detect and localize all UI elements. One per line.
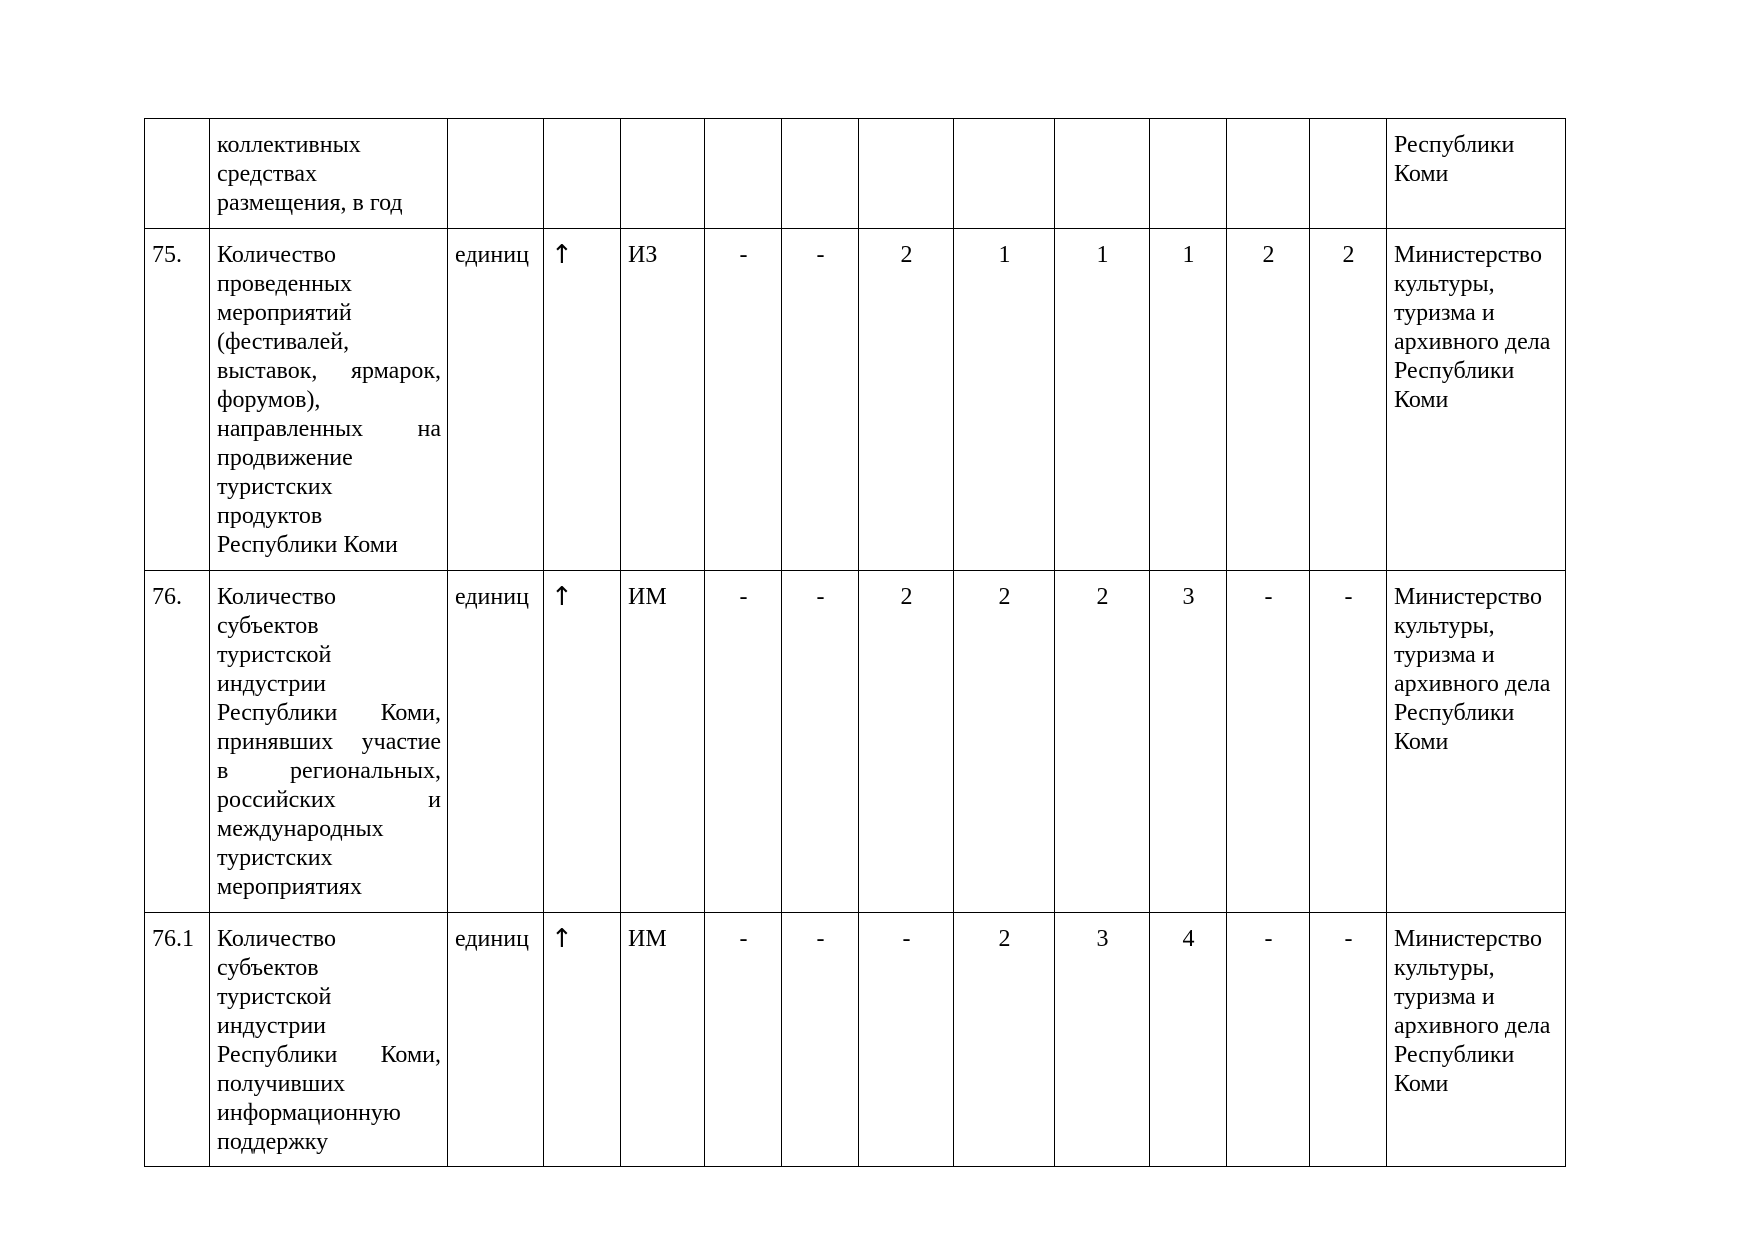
- arrow-up-icon: ↑: [551, 582, 573, 612]
- indicator-name-line: российских и: [217, 787, 441, 813]
- indicator-name-line: субъектов: [217, 613, 319, 639]
- responsible-line: архивного дела: [1394, 329, 1551, 355]
- indicator-type: ИЗ: [621, 229, 705, 571]
- row-number: 76.1: [145, 913, 210, 1167]
- indicator-name-line: Количество: [217, 242, 336, 268]
- value-v4: [954, 119, 1055, 229]
- arrow-up-icon: ↑: [551, 924, 573, 954]
- value-v4: 2: [954, 913, 1055, 1167]
- indicator-name-line: индустрии: [217, 671, 327, 697]
- indicator-name-line: поддержку: [217, 1129, 329, 1155]
- table-body: [145, 119, 1566, 1167]
- indicator-name-line: мероприятиях: [217, 874, 362, 900]
- responsible-line: культуры,: [1394, 955, 1495, 981]
- direction-cell: [544, 913, 621, 1167]
- responsible-line: Коми: [1394, 161, 1449, 187]
- indicator-name: [210, 119, 448, 229]
- value-v8: -: [1310, 571, 1387, 913]
- indicator-name-line: Республики Коми,: [217, 1042, 441, 1068]
- value-v7: 2: [1227, 229, 1310, 571]
- responsible-line: Министерство: [1394, 242, 1542, 268]
- indicator-name-line: продвижение: [217, 445, 353, 471]
- responsible-line: Коми: [1394, 1071, 1449, 1097]
- indicator-name-line: средствах: [217, 161, 318, 187]
- value-v4: 1: [954, 229, 1055, 571]
- responsible-cell: [1387, 571, 1566, 913]
- indicator-name: [210, 913, 448, 1167]
- value-v8: 2: [1310, 229, 1387, 571]
- value-v6: 3: [1150, 571, 1227, 913]
- indicators-table: [144, 118, 1566, 1167]
- indicator-name-line: информационную: [217, 1100, 401, 1126]
- responsible-line: архивного дела: [1394, 671, 1551, 697]
- direction-cell: [544, 571, 621, 913]
- indicator-name-line: Республики Коми,: [217, 700, 441, 726]
- value-v6: 4: [1150, 913, 1227, 1167]
- unit-cell: единиц: [448, 913, 544, 1167]
- value-v3: [859, 119, 954, 229]
- value-v3: 2: [859, 229, 954, 571]
- value-v1: -: [705, 913, 782, 1167]
- table-row: [145, 119, 1566, 229]
- value-v3: 2: [859, 571, 954, 913]
- indicator-name-line: Республики Коми: [217, 532, 398, 558]
- table-row: [145, 913, 1566, 1167]
- value-v7: [1227, 119, 1310, 229]
- direction-cell: [544, 229, 621, 571]
- indicator-name: [210, 571, 448, 913]
- indicator-name-line: Количество: [217, 926, 336, 952]
- value-v4: 2: [954, 571, 1055, 913]
- row-number: [145, 119, 210, 229]
- responsible-line: Министерство: [1394, 584, 1542, 610]
- indicator-name-line: индустрии: [217, 1013, 327, 1039]
- indicator-name-line: получивших: [217, 1071, 346, 1097]
- value-v7: -: [1227, 571, 1310, 913]
- value-v5: 2: [1055, 571, 1150, 913]
- value-v1: [705, 119, 782, 229]
- value-v5: [1055, 119, 1150, 229]
- unit-cell: [448, 119, 544, 229]
- indicator-type: [621, 119, 705, 229]
- responsible-line: культуры,: [1394, 613, 1495, 639]
- table-row: [145, 571, 1566, 913]
- responsible-line: Министерство: [1394, 926, 1542, 952]
- direction-cell: [544, 119, 621, 229]
- indicator-type: ИМ: [621, 913, 705, 1167]
- responsible-line: туризма и: [1394, 300, 1495, 326]
- indicator-name-line: Количество: [217, 584, 336, 610]
- responsible-line: Коми: [1394, 387, 1449, 413]
- value-v8: [1310, 119, 1387, 229]
- indicator-name: [210, 229, 448, 571]
- value-v2: [782, 119, 859, 229]
- row-number: 76.: [145, 571, 210, 913]
- responsible-line: архивного дела: [1394, 1013, 1551, 1039]
- indicator-name-line: продуктов: [217, 503, 323, 529]
- responsible-line: туризма и: [1394, 984, 1495, 1010]
- arrow-up-icon: ↑: [551, 240, 573, 270]
- indicator-name-line: (фестивалей,: [217, 329, 350, 355]
- unit-cell: единиц: [448, 571, 544, 913]
- indicator-name-line: направленных на: [217, 416, 441, 442]
- value-v5: 1: [1055, 229, 1150, 571]
- indicator-name-line: туристских: [217, 845, 333, 871]
- value-v6: [1150, 119, 1227, 229]
- table-row: [145, 229, 1566, 571]
- indicator-name-line: мероприятий: [217, 300, 352, 326]
- indicator-name-line: туристской: [217, 642, 332, 668]
- value-v7: -: [1227, 913, 1310, 1167]
- value-v2: -: [782, 913, 859, 1167]
- responsible-line: Республики: [1394, 1042, 1515, 1068]
- indicator-name-line: международных: [217, 816, 384, 842]
- responsible-line: Республики: [1394, 358, 1515, 384]
- indicator-type: ИМ: [621, 571, 705, 913]
- value-v8: -: [1310, 913, 1387, 1167]
- indicator-name-line: субъектов: [217, 955, 319, 981]
- responsible-cell: [1387, 913, 1566, 1167]
- indicator-name-line: принявших участие: [217, 729, 441, 755]
- indicator-name-line: туристских: [217, 474, 333, 500]
- value-v2: -: [782, 229, 859, 571]
- value-v2: -: [782, 571, 859, 913]
- indicator-name-line: размещения, в год: [217, 190, 403, 216]
- indicator-name-line: форумов),: [217, 387, 321, 413]
- indicator-name-line: в региональных,: [217, 758, 441, 784]
- value-v1: -: [705, 229, 782, 571]
- indicator-name-line: туристской: [217, 984, 332, 1010]
- indicator-name-line: коллективных: [217, 132, 361, 158]
- responsible-line: туризма и: [1394, 642, 1495, 668]
- responsible-line: культуры,: [1394, 271, 1495, 297]
- value-v6: 1: [1150, 229, 1227, 571]
- row-number: 75.: [145, 229, 210, 571]
- responsible-cell: [1387, 229, 1566, 571]
- responsible-line: Республики: [1394, 132, 1515, 158]
- indicator-name-line: выставок, ярмарок,: [217, 358, 441, 384]
- value-v3: -: [859, 913, 954, 1167]
- value-v5: 3: [1055, 913, 1150, 1167]
- indicator-name-line: проведенных: [217, 271, 353, 297]
- unit-cell: единиц: [448, 229, 544, 571]
- responsible-line: Коми: [1394, 729, 1449, 755]
- value-v1: -: [705, 571, 782, 913]
- responsible-cell: [1387, 119, 1566, 229]
- responsible-line: Республики: [1394, 700, 1515, 726]
